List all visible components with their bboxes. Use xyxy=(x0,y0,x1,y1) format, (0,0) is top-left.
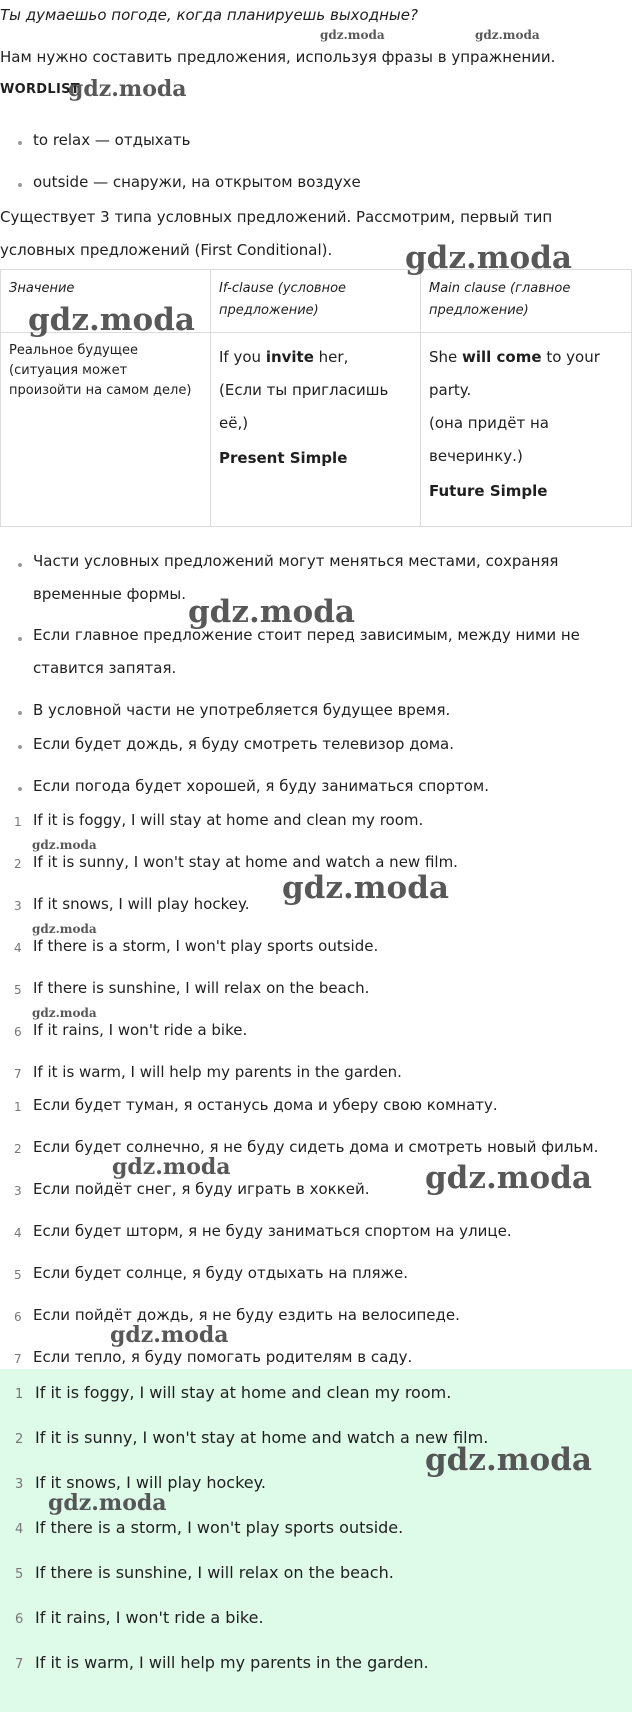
theory-paragraph: Существует 3 типа условных предложений. Рассмотрим, первый тип условных предложений (First Conditional). xyxy=(0,208,553,259)
wordlist-label: WORDLIST xyxy=(0,82,80,97)
main-clause-cell xyxy=(421,333,632,527)
russian-sentence: Если будет туман, я останусь дома и уберу свою комнату. xyxy=(33,1096,498,1114)
wordlist-item: to relax — отдыхать xyxy=(33,131,191,149)
list-number: 3 xyxy=(15,1477,24,1492)
list-number: 1 xyxy=(14,1100,22,1114)
watermark: gdz.moda xyxy=(425,1442,592,1478)
list-number: 1 xyxy=(15,1387,24,1402)
list-number: 7 xyxy=(14,1067,22,1081)
answer-sentence: If it rains, I won't ride a bike. xyxy=(35,1608,264,1627)
bullet-icon xyxy=(18,637,22,641)
table-header: If-clause (условное предложение) xyxy=(211,270,421,333)
meaning-text: Реальное будущее (ситуация может произойти на самом деле) xyxy=(9,343,192,398)
watermark: gdz.moda xyxy=(32,1006,97,1020)
list-number: 7 xyxy=(15,1657,24,1672)
russian-sentence: Если будет солнечно, я не буду сидеть дома и смотреть новый фильм. xyxy=(33,1138,599,1156)
bullet-icon xyxy=(18,787,22,791)
english-sentence: If it is sunny, I won't stay at home and watch a new film. xyxy=(33,853,458,871)
answer-sentence: If it is foggy, I will stay at home and clean my room. xyxy=(35,1383,452,1402)
answer-sentence: If there is a storm, I won't play sports outside. xyxy=(35,1518,404,1537)
bullet-icon xyxy=(18,711,22,715)
list-number: 4 xyxy=(14,1226,22,1240)
watermark: gdz.moda xyxy=(112,1154,231,1180)
list-number: 3 xyxy=(14,1184,22,1198)
english-sentence: If there is a storm, I won't play sports outside. xyxy=(33,937,379,955)
bullet-icon xyxy=(18,745,22,749)
russian-sentence: Если пойдёт снег, я буду играть в хоккей. xyxy=(33,1180,370,1198)
list-number: 6 xyxy=(14,1310,22,1324)
answer-sentence: If it is warm, I will help my parents in the garden. xyxy=(35,1653,429,1672)
if-clause-example: If you invite her, xyxy=(219,348,349,366)
russian-sentence: Если пойдёт дождь, я не буду ездить на велосипеде. xyxy=(33,1306,460,1324)
watermark: gdz.moda xyxy=(48,1490,167,1516)
list-number: 5 xyxy=(14,1268,22,1282)
watermark: gdz.moda xyxy=(68,76,187,102)
watermark: gdz.moda xyxy=(475,28,540,42)
bullet-icon xyxy=(18,563,22,567)
watermark: gdz.moda xyxy=(425,1160,592,1196)
answer-sentence: If it is sunny, I won't stay at home and watch a new film. xyxy=(35,1428,489,1447)
bullet-icon xyxy=(18,183,22,187)
list-number: 3 xyxy=(14,899,22,913)
rule-item: Если погода будет хорошей, я буду заниматься спортом. xyxy=(33,777,489,795)
if-clause-cell xyxy=(211,333,421,527)
rule-item: Если главное предложение стоит перед зависимым, между ними не ставится запятая. xyxy=(33,626,580,677)
if-clause-translation: (Если ты пригласишь её,) xyxy=(219,381,389,432)
meaning-cell xyxy=(1,333,211,527)
intro-question: Ты думаешьо погоде, когда планируешь выходные? xyxy=(0,6,418,24)
watermark: gdz.moda xyxy=(282,870,449,906)
russian-sentence: Если тепло, я буду помогать родителям в саду. xyxy=(33,1348,413,1366)
russian-sentence: Если будет шторм, я не буду заниматься спортом на улице. xyxy=(33,1222,512,1240)
list-number: 6 xyxy=(14,1025,22,1039)
english-sentence: If it rains, I won't ride a bike. xyxy=(33,1021,248,1039)
list-number: 4 xyxy=(15,1522,24,1537)
if-clause-tense: Present Simple xyxy=(219,449,348,467)
watermark: gdz.moda xyxy=(188,594,355,630)
watermark: gdz.moda xyxy=(405,240,572,276)
table-header: Значение xyxy=(1,270,211,333)
rule-item: В условной части не употребляется будущее время. xyxy=(33,701,451,719)
list-number: 2 xyxy=(14,857,22,871)
main-clause-tense: Future Simple xyxy=(429,482,548,500)
list-number: 6 xyxy=(15,1612,24,1627)
rule-item: Если будет дождь, я буду смотреть телевизор дома. xyxy=(33,735,455,753)
list-number: 5 xyxy=(15,1567,24,1582)
list-number: 2 xyxy=(15,1432,24,1447)
watermark: gdz.moda xyxy=(32,922,97,936)
watermark: gdz.moda xyxy=(28,302,195,338)
english-sentence: If there is sunshine, I will relax on the beach. xyxy=(33,979,370,997)
english-sentence: If it is foggy, I will stay at home and clean my room. xyxy=(33,811,424,829)
bullet-icon xyxy=(18,141,22,145)
list-number: 2 xyxy=(14,1142,22,1156)
list-number: 1 xyxy=(14,815,22,829)
english-sentence: If it is warm, I will help my parents in the garden. xyxy=(33,1063,402,1081)
wordlist-item: outside — снаружи, на открытом воздухе xyxy=(33,173,361,191)
watermark: gdz.moda xyxy=(320,28,385,42)
task-description: Нам нужно составить предложения, используя фразы в упражнении. xyxy=(0,48,556,66)
answer-sentence: If there is sunshine, I will relax on the beach. xyxy=(35,1563,394,1582)
rule-item: Части условных предложений могут меняться местами, сохраняя временные формы. xyxy=(33,552,559,603)
russian-sentence: Если будет солнце, я буду отдыхать на пляже. xyxy=(33,1264,409,1282)
english-sentence: If it snows, I will play hockey. xyxy=(33,895,250,913)
list-number: 5 xyxy=(14,983,22,997)
list-number: 7 xyxy=(14,1352,22,1366)
answer-sentence: If it snows, I will play hockey. xyxy=(35,1473,266,1492)
watermark: gdz.moda xyxy=(32,838,97,852)
main-clause-example: She will come to your party. xyxy=(429,348,600,399)
main-clause-translation: (она придёт на вечеринку.) xyxy=(429,414,549,465)
table-header: Main clause (главное предложение) xyxy=(421,270,632,333)
list-number: 4 xyxy=(14,941,22,955)
watermark: gdz.moda xyxy=(110,1322,229,1348)
